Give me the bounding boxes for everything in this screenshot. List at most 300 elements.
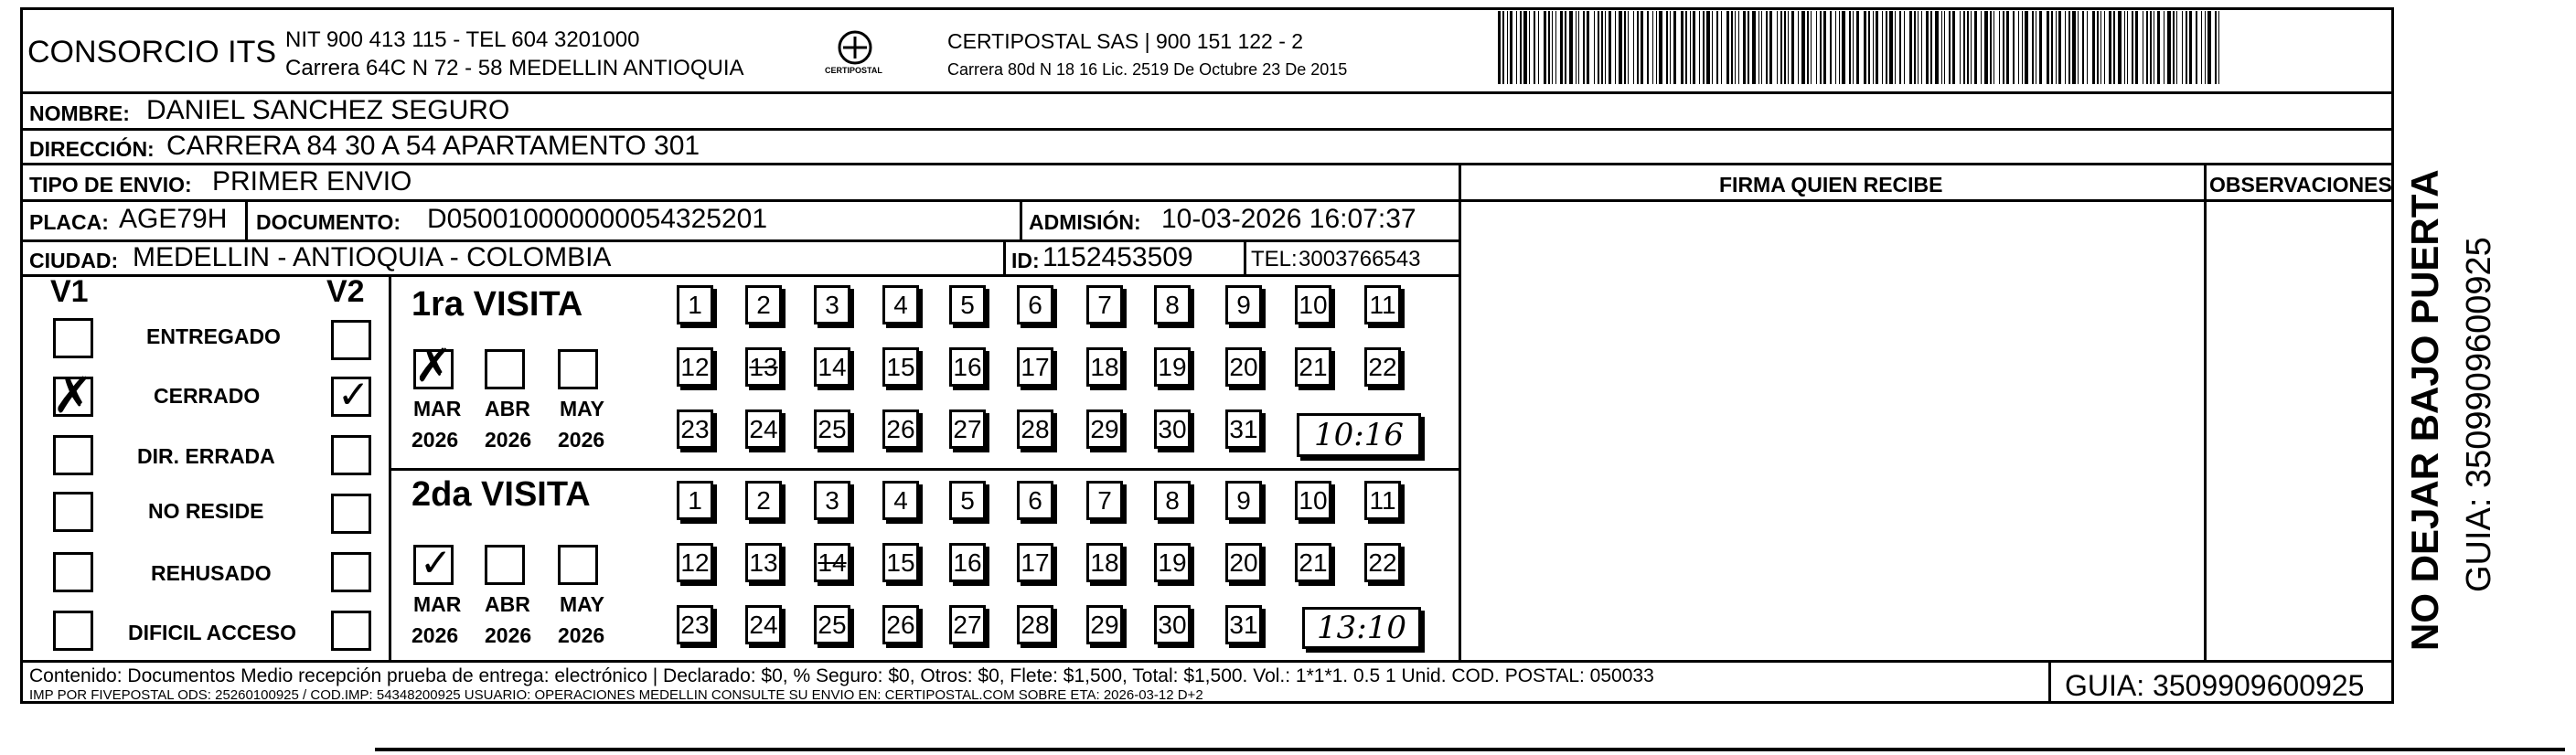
placa-value: AGE79H <box>119 204 228 234</box>
second-visit-day-6[interactable]: 6 <box>1017 481 1053 520</box>
second-visit-day-8[interactable]: 8 <box>1154 481 1191 520</box>
barcode-bar <box>1999 11 2000 84</box>
status-no-reside: NO RESIDE <box>148 499 264 523</box>
barcode-bar <box>2207 11 2211 84</box>
barcode-bar <box>1598 11 1599 84</box>
barcode-bar <box>1984 11 1988 84</box>
first-visit-day-6[interactable]: 6 <box>1017 285 1053 324</box>
barcode-bar <box>1703 11 1705 84</box>
barcode-bar <box>2189 11 2192 84</box>
second-visit-month-mar-label: MAR <box>413 592 462 616</box>
second-visit-day-5[interactable]: 5 <box>949 481 986 520</box>
barcode-bar <box>2218 11 2219 84</box>
first-visit-day-30[interactable]: 30 <box>1154 409 1191 449</box>
first-visit-day-3[interactable]: 3 <box>814 285 850 324</box>
barcode-bar <box>2150 11 2152 84</box>
barcode-bar <box>1853 11 1854 84</box>
v2-checkbox-entregado[interactable] <box>331 320 371 360</box>
v1-checkbox-no-reside[interactable] <box>53 492 93 532</box>
barcode-bar <box>1565 11 1566 84</box>
second-visit-day-21[interactable]: 21 <box>1295 543 1331 582</box>
barcode-bar <box>1534 11 1535 84</box>
observaciones-header: OBSERVACIONES <box>2209 173 2392 197</box>
barcode-bar <box>2003 11 2004 84</box>
barcode-bar <box>1498 11 1501 84</box>
first-visit-day-23[interactable]: 23 <box>677 409 713 449</box>
barcode-bar <box>1868 11 1870 84</box>
ciudad-value: MEDELLIN - ANTIOQUIA - COLOMBIA <box>133 242 612 272</box>
first-visit-day-21[interactable]: 21 <box>1295 347 1331 387</box>
barcode-bar <box>1624 11 1626 84</box>
second-visit-month-abr[interactable] <box>485 545 525 585</box>
barcode-bar <box>2196 11 2197 84</box>
barcode-bar <box>2167 11 2171 84</box>
barcode-bar <box>1605 11 1606 84</box>
first-visit-day-19[interactable]: 19 <box>1154 347 1191 387</box>
barcode-bar <box>1856 11 1859 84</box>
second-visit-day-24[interactable]: 24 <box>745 605 782 644</box>
barcode-bar <box>1849 11 1851 84</box>
side-warning: NO DEJAR BAJO PUERTA <box>2403 169 2446 651</box>
barcode-bar <box>2025 11 2028 84</box>
second-visit-day-25[interactable]: 25 <box>814 605 850 644</box>
barcode-bar <box>2135 11 2138 84</box>
first-visit-day-26[interactable]: 26 <box>882 409 919 449</box>
first-visit-day-5[interactable]: 5 <box>949 285 986 324</box>
barcode-bar <box>1520 11 1522 84</box>
barcode-bar <box>1801 11 1805 84</box>
cross-mark-icon: ✗ <box>52 367 94 424</box>
barcode-bar <box>1993 11 1994 84</box>
barcode-bar <box>2124 11 2125 84</box>
barcode-bar <box>1685 11 1687 84</box>
barcode-bar <box>1930 11 1932 84</box>
second-visit-day-4[interactable]: 4 <box>882 481 919 520</box>
first-visit-day-2[interactable]: 2 <box>745 285 782 324</box>
footer-rule <box>20 660 2394 663</box>
first-visit-day-13[interactable]: 13 <box>745 347 782 387</box>
vertical-firma-left <box>1459 163 1461 661</box>
barcode-bar <box>2087 11 2088 84</box>
tel-label: TEL: <box>1251 247 1298 271</box>
barcode-bar <box>1864 11 1866 84</box>
second-visit-day-9[interactable]: 9 <box>1225 481 1262 520</box>
first-visit-month-abr[interactable] <box>485 349 525 389</box>
barcode <box>1498 11 2229 84</box>
barcode-bar <box>1873 11 1874 84</box>
first-visit-day-18[interactable]: 18 <box>1086 347 1123 387</box>
barcode-bar <box>1693 11 1695 84</box>
barcode-bar <box>2013 11 2015 84</box>
barcode-bar <box>1699 11 1700 84</box>
carrier-line: CERTIPOSTAL SAS | 900 151 122 - 2 <box>947 29 1304 53</box>
barcode-bar <box>2092 11 2095 84</box>
first-visit-day-9[interactable]: 9 <box>1225 285 1262 324</box>
second-visit-day-22[interactable]: 22 <box>1364 543 1401 582</box>
barcode-bar <box>2051 11 2053 84</box>
barcode-bar <box>1529 11 1530 84</box>
first-visit-day-24[interactable]: 24 <box>745 409 782 449</box>
barcode-bar <box>1583 11 1585 84</box>
first-visit-day-1[interactable]: 1 <box>677 285 713 324</box>
second-visit-day-27[interactable]: 27 <box>949 605 986 644</box>
barcode-bar <box>2039 11 2042 84</box>
barcode-bar <box>1904 11 1905 84</box>
first-visit-month-mar[interactable] <box>413 339 454 392</box>
barcode-bar <box>1555 11 1556 84</box>
first-visit-day-16[interactable]: 16 <box>949 347 986 387</box>
barcode-bar <box>1538 11 1539 84</box>
first-visit-day-7[interactable]: 7 <box>1086 285 1123 324</box>
barcode-bar <box>1516 11 1517 84</box>
second-visit-day-17[interactable]: 17 <box>1017 543 1053 582</box>
second-visit-day-26[interactable]: 26 <box>882 605 919 644</box>
first-visit-day-15[interactable]: 15 <box>882 347 919 387</box>
barcode-bar <box>1967 11 1969 84</box>
barcode-bar <box>2104 11 2105 84</box>
first-visit-day-4[interactable]: 4 <box>882 285 919 324</box>
first-visit-month-may[interactable] <box>558 349 598 389</box>
v1-checkbox-dificil-acceso[interactable] <box>53 611 93 651</box>
barcode-bar <box>2186 11 2187 84</box>
second-visit-day-10[interactable]: 10 <box>1295 481 1331 520</box>
status-entregado: ENTREGADO <box>146 324 281 348</box>
ciudad-label: CIUDAD: <box>29 249 119 272</box>
firma-header: FIRMA QUIEN RECIBE <box>1719 173 1943 197</box>
barcode-bar <box>1735 11 1736 84</box>
v2-checkbox-rehusado[interactable] <box>331 552 371 592</box>
barcode-bar <box>1731 11 1733 84</box>
v1-checkbox-dir-errada[interactable] <box>53 435 93 475</box>
first-visit-year-abr: 2026 <box>485 428 532 452</box>
barcode-bar <box>1798 11 1799 84</box>
barcode-bar <box>1960 11 1961 84</box>
tipo-envio-value: PRIMER ENVIO <box>212 166 412 197</box>
barcode-bar <box>1647 11 1649 84</box>
barcode-bar <box>2182 11 2183 84</box>
second-visit-day-15[interactable]: 15 <box>882 543 919 582</box>
barcode-bar <box>2056 11 2057 84</box>
row-rule-2 <box>20 163 2391 165</box>
vertical-admision <box>1020 199 1022 239</box>
documento-value: D050010000000054325201 <box>427 204 768 234</box>
first-visit-year-may: 2026 <box>558 428 605 452</box>
barcode-bar <box>1716 11 1718 84</box>
barcode-bar <box>1670 11 1671 84</box>
second-visit-title: 2da VISITA <box>412 475 591 514</box>
barcode-bar <box>1752 11 1756 84</box>
barcode-bar <box>1909 11 1912 84</box>
first-visit-day-20[interactable]: 20 <box>1225 347 1262 387</box>
nombre-value: DANIEL SANCHEZ SEGURO <box>146 95 510 125</box>
second-visit-day-13[interactable]: 13 <box>745 543 782 582</box>
certipostal-logo <box>823 27 887 82</box>
status-dir-errada: DIR. ERRADA <box>137 444 275 468</box>
barcode-bar <box>1748 11 1749 84</box>
barcode-bar <box>1990 11 1992 84</box>
barcode-bar <box>1886 11 1887 84</box>
barcode-bar <box>1918 11 1919 84</box>
footer-guia: GUIA: 3509909600925 <box>2065 669 2365 702</box>
second-visit-day-30[interactable]: 30 <box>1154 605 1191 644</box>
barcode-bar <box>1876 11 1878 84</box>
logo-label: CERTIPOSTAL <box>825 66 882 75</box>
footer-guia-divider <box>2048 660 2051 702</box>
barcode-bar <box>1738 11 1739 84</box>
status-cerrado: CERRADO <box>154 384 261 408</box>
barcode-bar <box>1766 11 1768 84</box>
second-visit-year-may: 2026 <box>558 623 605 647</box>
barcode-bar <box>1659 11 1662 84</box>
barcode-bar <box>1777 11 1778 84</box>
barcode-bar <box>1666 11 1668 84</box>
vertical-tel <box>1244 239 1246 274</box>
barcode-bar <box>1816 11 1817 84</box>
first-visit-year-mar: 2026 <box>412 428 459 452</box>
second-visit-day-3[interactable]: 3 <box>814 481 850 520</box>
barcode-bar <box>1823 11 1826 84</box>
second-visit-day-18[interactable]: 18 <box>1086 543 1123 582</box>
barcode-bar <box>2173 11 2175 84</box>
barcode-bar <box>1820 11 1822 84</box>
check-mark-icon: ✓ <box>420 540 453 585</box>
second-visit-day-29[interactable]: 29 <box>1086 605 1123 644</box>
direccion-value: CARRERA 84 30 A 54 APARTAMENTO 301 <box>166 131 700 161</box>
barcode-bar <box>1889 11 1893 84</box>
barcode-bar <box>2132 11 2133 84</box>
frame-top <box>20 7 2394 10</box>
first-visit-day-8[interactable]: 8 <box>1154 285 1191 324</box>
second-visit-month-mar[interactable] <box>413 540 454 585</box>
id-value: 1152453509 <box>1042 242 1193 272</box>
first-visit-day-25[interactable]: 25 <box>814 409 850 449</box>
second-visit-month-may[interactable] <box>558 545 598 585</box>
second-visit-day-28[interactable]: 28 <box>1017 605 1053 644</box>
second-visit-day-1[interactable]: 1 <box>677 481 713 520</box>
barcode-bar <box>1712 11 1713 84</box>
documento-label: DOCUMENTO: <box>256 210 401 234</box>
barcode-bar <box>2127 11 2128 84</box>
tipo-envio-label: TIPO DE ENVIO: <box>29 173 192 197</box>
first-visit-day-29[interactable]: 29 <box>1086 409 1123 449</box>
barcode-bar <box>1721 11 1722 84</box>
v1-label: V1 <box>50 274 89 309</box>
barcode-bar <box>1769 11 1772 84</box>
barcode-bar <box>1743 11 1746 84</box>
v2-label: V2 <box>326 274 365 309</box>
barcode-bar <box>2097 11 2099 84</box>
barcode-bar <box>1839 11 1840 84</box>
barcode-bar <box>1615 11 1616 84</box>
status-rehusado: REHUSADO <box>151 561 272 585</box>
barcode-bar <box>1830 11 1832 84</box>
second-visit-month-may-label: MAY <box>560 592 604 616</box>
barcode-bar <box>1952 11 1955 84</box>
barcode-bar <box>1921 11 1922 84</box>
side-guia: GUIA: 3509909600925 <box>2460 237 2498 592</box>
id-label: ID: <box>1011 249 1040 272</box>
barcode-bar <box>2078 11 2079 84</box>
barcode-bar <box>1601 11 1603 84</box>
barcode-bar <box>1690 11 1691 84</box>
barcode-bar <box>2068 11 2070 84</box>
barcode-bar <box>1788 11 1789 84</box>
vertical-obs-left <box>2204 163 2207 661</box>
direccion-label: DIRECCIÓN: <box>29 137 155 161</box>
barcode-bar <box>1949 11 1951 84</box>
second-visit-day-31[interactable]: 31 <box>1225 605 1262 644</box>
second-visit-time[interactable]: 13:10 <box>1302 607 1421 649</box>
barcode-bar <box>1619 11 1622 84</box>
barcode-bar <box>1652 11 1653 84</box>
first-visit-day-11[interactable]: 11 <box>1364 285 1401 324</box>
header-rule <box>20 91 2391 94</box>
placa-label: PLACA: <box>29 210 109 234</box>
barcode-bar <box>1899 11 1901 84</box>
barcode-bar <box>1941 11 1942 84</box>
barcode-bar <box>1609 11 1611 84</box>
barcode-bar <box>1981 11 1982 84</box>
second-visit-day-2[interactable]: 2 <box>745 481 782 520</box>
barcode-bar <box>1963 11 1965 84</box>
barcode-bar <box>2022 11 2023 84</box>
barcode-bar <box>2157 11 2160 84</box>
first-visit-month-may-label: MAY <box>560 397 604 420</box>
second-visit-day-20[interactable]: 20 <box>1225 543 1262 582</box>
first-visit-month-mar-label: MAR <box>413 397 462 420</box>
barcode-bar <box>1807 11 1809 84</box>
vertical-placa <box>245 199 248 239</box>
barcode-bar <box>2100 11 2101 84</box>
second-visit-day-16[interactable]: 16 <box>949 543 986 582</box>
v1-checkbox-cerrado[interactable] <box>52 367 94 424</box>
barcode-bar <box>1971 11 1972 84</box>
barcode-bar <box>1835 11 1836 84</box>
barcode-bar <box>1576 11 1577 84</box>
barcode-bar <box>1633 11 1634 84</box>
first-visit-month-abr-label: ABR <box>485 397 530 420</box>
barcode-bar <box>1578 11 1579 84</box>
status-dificil-acceso: DIFICIL ACCESO <box>128 621 297 644</box>
barcode-bar <box>1628 11 1629 84</box>
first-visit-time[interactable]: 10:16 <box>1297 413 1421 457</box>
barcode-bar <box>2072 11 2076 84</box>
barcode-bar <box>2201 11 2202 84</box>
frame-left <box>20 7 23 704</box>
barcode-bar <box>1758 11 1759 84</box>
v2-checkbox-cerrado[interactable] <box>331 372 371 417</box>
barcode-bar <box>1641 11 1643 84</box>
barcode-bar <box>2047 11 2049 84</box>
barcode-bar <box>1569 11 1573 84</box>
barcode-bar <box>1926 11 1929 84</box>
barcode-bar <box>1944 11 1945 84</box>
barcode-bar <box>1791 11 1794 84</box>
barcode-bar <box>1594 11 1595 84</box>
second-visit-day-12[interactable]: 12 <box>677 543 713 582</box>
barcode-bar <box>1895 11 1896 84</box>
first-visit-day-22[interactable]: 22 <box>1364 347 1401 387</box>
barcode-bar <box>1544 11 1546 84</box>
v1-checkbox-entregado[interactable] <box>53 318 93 358</box>
barcode-bar <box>1784 11 1786 84</box>
first-visit-day-12[interactable]: 12 <box>677 347 713 387</box>
barcode-bar <box>2018 11 2019 84</box>
barcode-bar <box>1681 11 1683 84</box>
barcode-bar <box>1637 11 1639 84</box>
first-visit-day-27[interactable]: 27 <box>949 409 986 449</box>
footer-imp: IMP POR FIVEPOSTAL ODS: 25260100925 / COD.IMP: 54348200925 USUARIO: OPERACIONES MEDELLIN CONSULTE SU ENVIO EN: CERTIPOSTAL.COM SOBRE ETA: 2026-03-12 D+2 <box>29 687 1203 703</box>
second-visit-day-7[interactable]: 7 <box>1086 481 1123 520</box>
barcode-bar <box>2109 11 2111 84</box>
first-visit-day-10[interactable]: 10 <box>1295 285 1331 324</box>
first-visit-day-14[interactable]: 14 <box>814 347 850 387</box>
barcode-bar <box>2176 11 2177 84</box>
barcode-bar <box>2065 11 2066 84</box>
barcode-bar <box>1587 11 1589 84</box>
license-line: Carrera 80d N 18 16 Lic. 2519 De Octubre 23 De 2015 <box>947 60 1348 79</box>
barcode-bar <box>2082 11 2084 84</box>
barcode-bar <box>1552 11 1553 84</box>
barcode-bar <box>1560 11 1563 84</box>
barcode-bar <box>1780 11 1782 84</box>
second-visit-month-abr-label: ABR <box>485 592 530 616</box>
first-visit-day-17[interactable]: 17 <box>1017 347 1053 387</box>
first-visit-day-28[interactable]: 28 <box>1017 409 1053 449</box>
first-visit-title: 1ra VISITA <box>412 285 583 324</box>
barcode-bar <box>2113 11 2115 84</box>
admision-value: 10-03-2026 16:07:37 <box>1161 204 1416 234</box>
second-visit-day-14[interactable]: 14 <box>814 543 850 582</box>
footer-contenido: Contenido: Documentos Medio recepción prueba de entrega: electrónico | Declarado: $0, % Seguro: $0, Otros: $0, Flete: $1,500, Total: $1,500. Vol.: 1*1*1. 0.5 1 Unid. COD. POSTAL: 050033 <box>29 665 1654 686</box>
frame-lower-shadow <box>375 748 2565 751</box>
second-visit-day-19[interactable]: 19 <box>1154 543 1191 582</box>
barcode-bar <box>1882 11 1883 84</box>
barcode-bar <box>1914 11 1916 84</box>
barcode-bar <box>1523 11 1527 84</box>
barcode-bar <box>2032 11 2034 84</box>
v2-checkbox-dir-errada[interactable] <box>331 435 371 475</box>
second-visit-year-abr: 2026 <box>485 623 532 647</box>
v2-checkbox-dificil-acceso[interactable] <box>331 611 371 651</box>
barcode-bar <box>1502 11 1504 84</box>
barcode-bar <box>1935 11 1939 84</box>
barcode-bar <box>2146 11 2148 84</box>
barcode-bar <box>1726 11 1729 84</box>
second-visit-day-23[interactable]: 23 <box>677 605 713 644</box>
barcode-bar <box>1706 11 1710 84</box>
barcode-bar <box>2118 11 2122 84</box>
v1-checkbox-rehusado[interactable] <box>53 552 93 592</box>
tel-value: 3003766543 <box>1299 247 1421 271</box>
vertical-right-panel <box>2391 163 2394 661</box>
nit-line: NIT 900 413 115 - TEL 604 3201000 <box>285 27 640 52</box>
company-address: Carrera 64C N 72 - 58 MEDELLIN ANTIOQUIA <box>285 56 744 80</box>
visit-divider <box>389 468 1459 471</box>
barcode-bar <box>2215 11 2217 84</box>
barcode-bar <box>2058 11 2061 84</box>
company-name: CONSORCIO ITS <box>27 35 277 69</box>
admision-label: ADMISIÓN: <box>1029 210 1141 234</box>
barcode-bar <box>1811 11 1812 84</box>
vertical-id <box>1003 239 1006 274</box>
barcode-bar <box>2205 11 2206 84</box>
check-mark-icon: ✓ <box>337 372 370 417</box>
first-visit-day-31[interactable]: 31 <box>1225 409 1262 449</box>
barcode-bar <box>1974 11 1977 84</box>
second-visit-day-11[interactable]: 11 <box>1364 481 1401 520</box>
v2-checkbox-no-reside[interactable] <box>331 494 371 534</box>
